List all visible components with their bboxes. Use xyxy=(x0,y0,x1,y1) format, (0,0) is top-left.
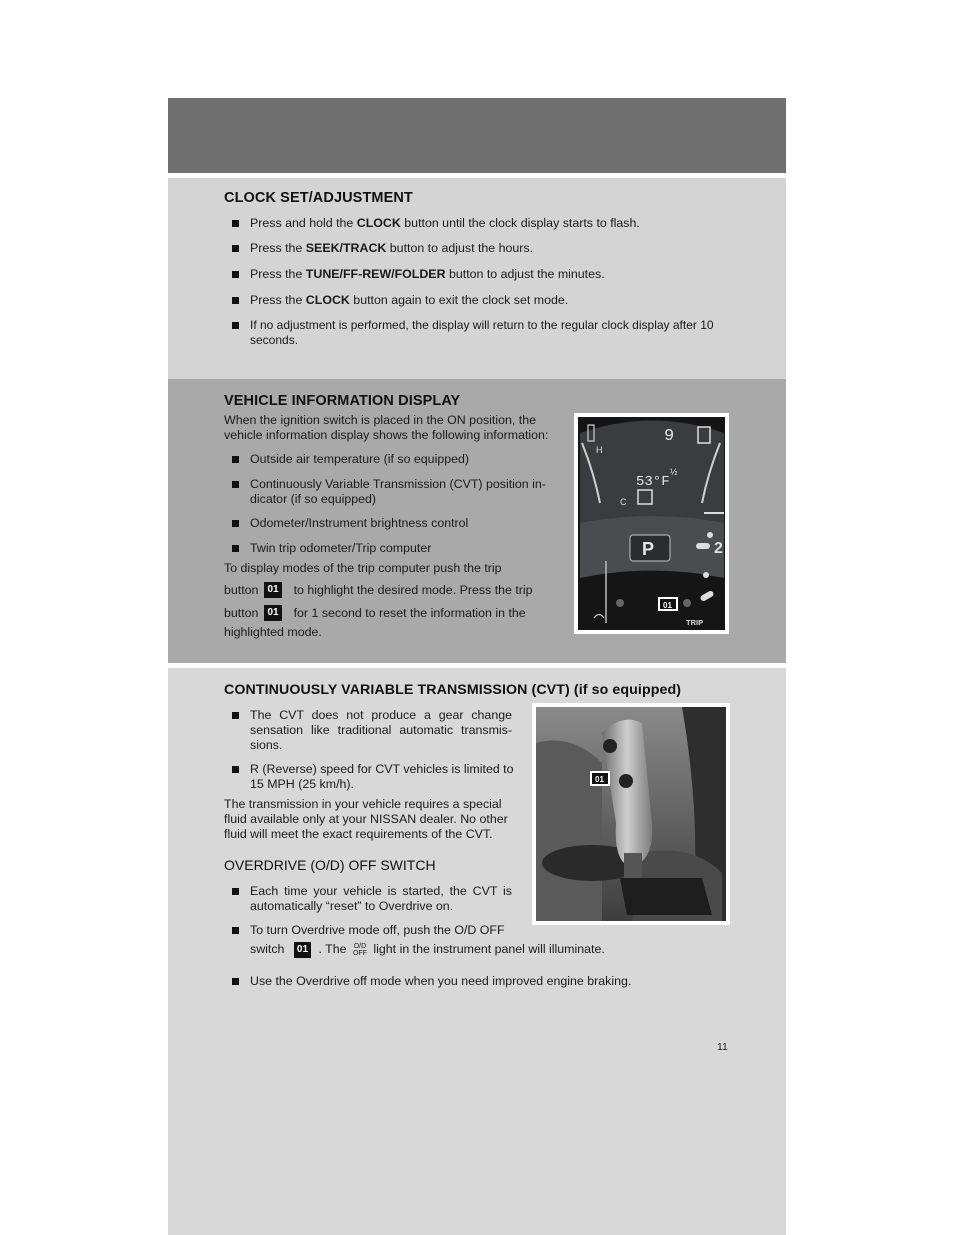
bullet-icon xyxy=(232,271,239,278)
manual-page xyxy=(168,98,786,1235)
bullet-icon xyxy=(232,220,239,227)
cvt-paragraph: The transmission in your vehicle requires a special fluid available only at your NISSAN dealer. No other fluid will meet the exact requirements of the CVT. xyxy=(224,797,508,841)
bullet-icon xyxy=(232,978,239,985)
cvt-shifter-photo xyxy=(532,703,730,925)
svg-text:2: 2 xyxy=(714,540,723,557)
instrument-cluster-photo xyxy=(574,413,729,634)
cvt-title: CONTINUOUSLY VARIABLE TRANSMISSION (CVT) (if so equipped) xyxy=(224,682,682,698)
svg-text:9: 9 xyxy=(664,427,675,446)
cvt-section: CONTINUOUSLY VARIABLE TRANSMISSION (CVT) (if so equipped) The CVT does not produce a gear change sensation like traditional automatic transmis- sions. R (Reverse) speed for CVT vehicles is limited to 15 MPH (25 km/h). The transmission in your vehicle requires a special fluid available only at your NISSAN dealer. No other fluid will meet the exact requirements of the CVT. OVERDRIVE (O/D) OFF SWITCH Each time your vehicle is started, the CVT is automatically “reset” to Overdrive on. To turn Overdrive mode off, push the O/D OFF switch 01 . The O/D OFF light in the instrument panel will illuminate. Use the Overdrive off mode when you need improved engine braking. 01 11 xyxy=(168,668,786,1235)
callout-badge: 01 xyxy=(294,942,311,958)
bullet-icon xyxy=(232,245,239,252)
vid-title: VEHICLE INFORMATION DISPLAY xyxy=(224,393,461,409)
instrument-cluster-illustration xyxy=(574,413,729,634)
bullet-icon xyxy=(232,927,239,934)
svg-text:H: H xyxy=(596,445,603,455)
svg-text:½: ½ xyxy=(670,467,678,477)
clock-section: CLOCK SET/ADJUSTMENT Press and hold the CLOCK button until the clock display starts to flash. Press the SEEK/TRACK button to adjust the hours. Press the TUNE/FF-REW/FOLDER button to adjust the minutes. Press the CLOCK button again to exit the clock set mode. If no adjustment is performed, the display will return to the regular clock display after 10 seconds. xyxy=(168,178,786,454)
bullet-icon xyxy=(232,545,239,552)
bullet-icon xyxy=(232,766,239,773)
callout-badge: 01 xyxy=(264,582,281,598)
svg-text:01: 01 xyxy=(595,775,604,784)
bullet-icon xyxy=(232,481,239,488)
vid-intro: When the ignition switch is placed in the ON position, the vehicle information display shows the following information: xyxy=(224,413,549,442)
bullet-icon xyxy=(232,456,239,463)
vid-trip-paragraph: To display modes of the trip computer push the trip button 01 to highlight the desired mode. Press the trip button 01 for 1 second to reset the information in the highlighted mode. xyxy=(224,561,533,639)
cvt-shifter-illustration xyxy=(532,703,730,925)
od-off-indicator-icon: O/D OFF xyxy=(352,942,367,957)
clock-title: CLOCK SET/ADJUSTMENT xyxy=(224,190,413,206)
vehicle-info-section: VEHICLE INFORMATION DISPLAY When the ignition switch is placed in the ON position, the vehicle information display shows the following information: Outside air temperature (if so equipped) Continuously Variable Transmission (CVT) position in- dicator (if so equipped) Odometer/Instrument brightness control Twin trip odometer/Trip computer To display modes of the trip computer push the trip button 01 to highlight the desired mode. Press the trip button 01 for 1 second to reset the information in the highlighted mode. H C ½ 9 53°F P 2 01 TRIP xyxy=(168,379,786,663)
bullet-icon xyxy=(232,712,239,719)
page-number: 11 xyxy=(717,1041,728,1053)
svg-text:TRIP: TRIP xyxy=(686,618,704,627)
bullet-icon xyxy=(232,520,239,527)
svg-text:53°F: 53°F xyxy=(636,474,670,490)
callout-badge: 01 xyxy=(264,605,281,621)
bullet-icon xyxy=(232,888,239,895)
svg-text:C: C xyxy=(620,497,627,507)
od-off-subtitle: OVERDRIVE (O/D) OFF SWITCH xyxy=(224,857,436,873)
svg-text:01: 01 xyxy=(663,601,672,610)
bullet-icon xyxy=(232,297,239,304)
bullet-icon xyxy=(232,322,239,329)
svg-text:P: P xyxy=(642,539,655,559)
header-band xyxy=(168,98,786,173)
